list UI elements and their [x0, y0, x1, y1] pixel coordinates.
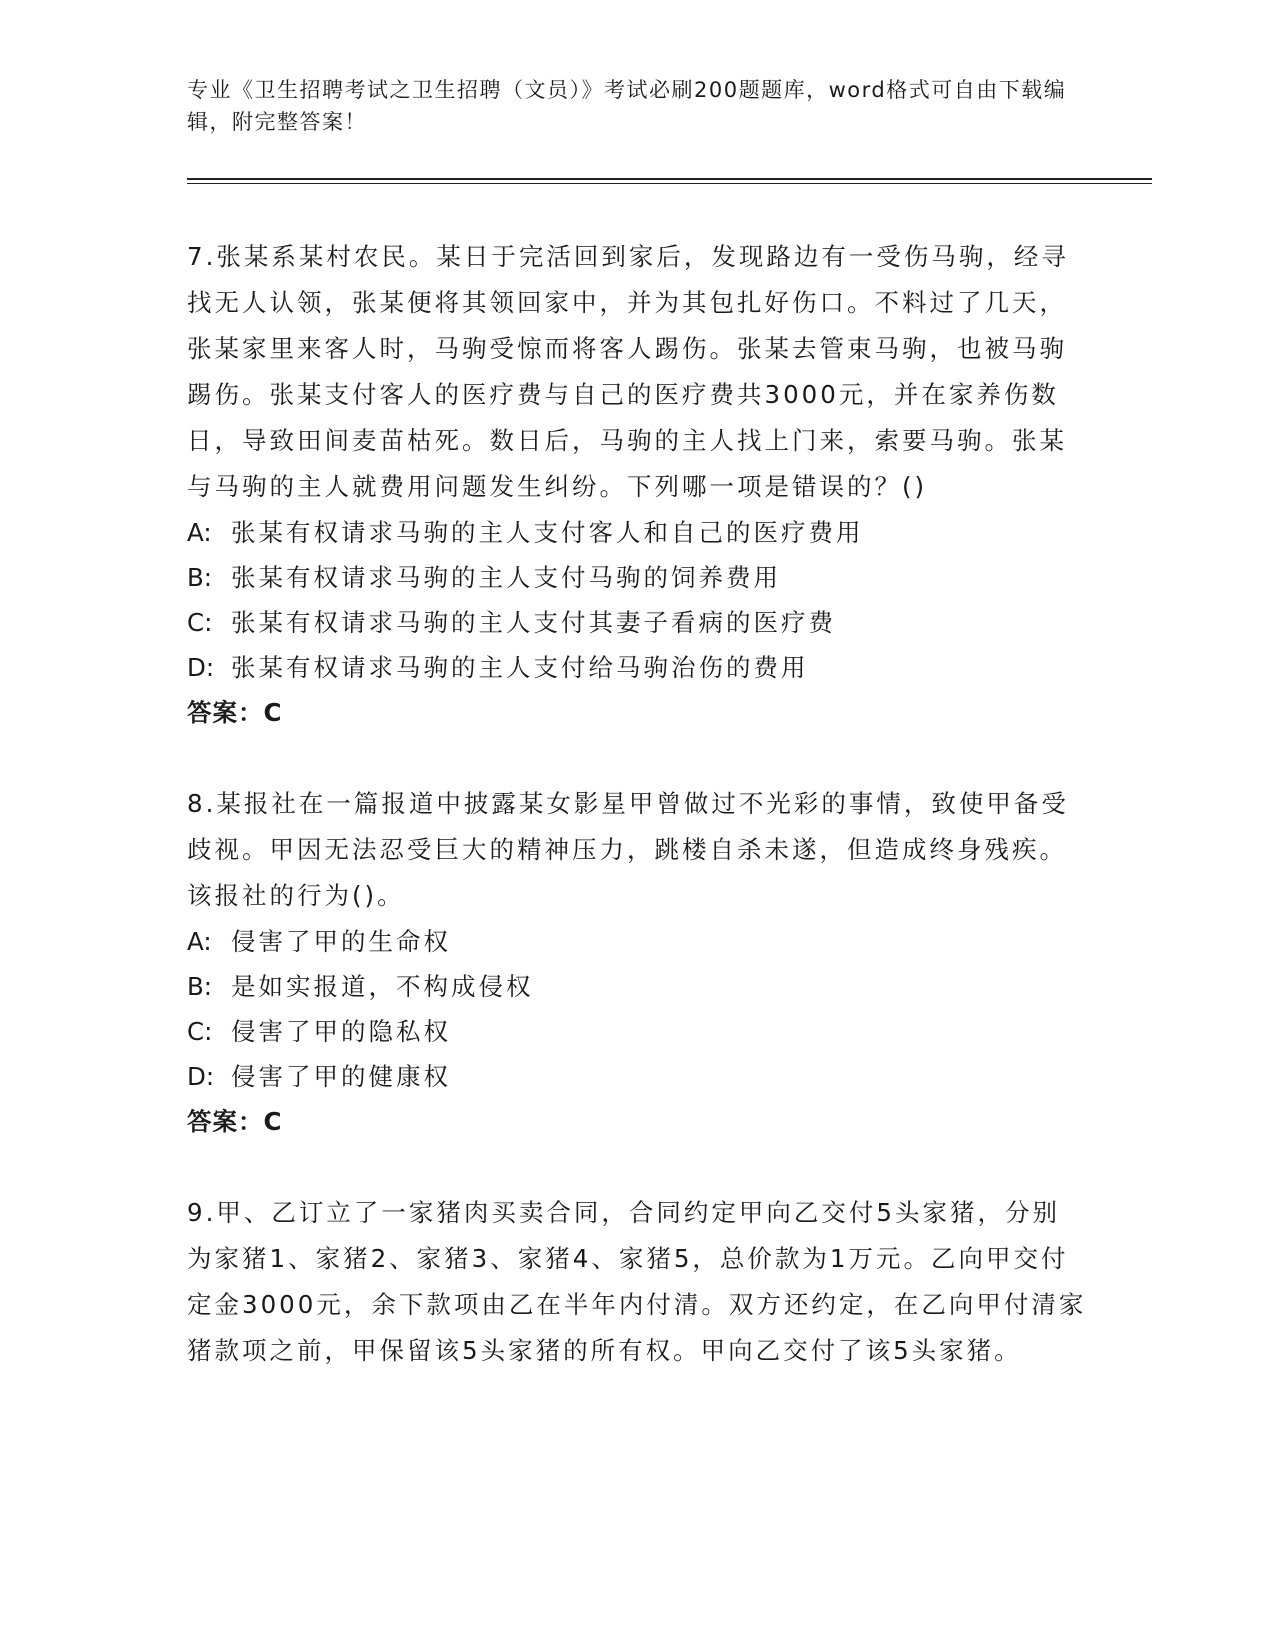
option-text: 张某有权请求马驹的主人支付其妻子看病的医疗费 — [231, 608, 836, 637]
option-text: 张某有权请求马驹的主人支付客人和自己的医疗费用 — [231, 518, 864, 547]
option-letter: B: — [187, 972, 213, 1001]
question-stem: 9.甲、乙订立了一家猪肉买卖合同，合同约定甲向乙交付5头家猪，分别为家猪1、家猪2、家猪3、家猪4、家猪5，总价款为1万元。乙向甲交付定金3000元，余下款项由乙在半年内付清。双方还约定，在乙向甲付清家猪款项之前，甲保留该5头家猪的所有权。甲向乙交付了该5头家猪。 — [187, 1198, 1087, 1365]
option-a — [187, 919, 1087, 964]
option-c — [187, 1009, 1087, 1054]
answer-line: 答案：C — [187, 1107, 283, 1136]
option-letter: D: — [187, 1062, 215, 1091]
option-letter: C: — [187, 608, 213, 637]
option-text: 侵害了甲的隐私权 — [231, 1017, 451, 1046]
option-d — [187, 645, 1087, 690]
question-9 — [187, 1190, 1087, 1374]
option-text: 是如实报道，不构成侵权 — [231, 972, 534, 1001]
option-letter: C: — [187, 1017, 213, 1046]
option-letter: A: — [187, 518, 212, 547]
header-text: 专业《卫生招聘考试之卫生招聘（文员）》考试必刷200题题库，word格式可自由下载编辑，附完整答案！ — [187, 78, 1067, 134]
option-text: 张某有权请求马驹的主人支付给马驹治伤的费用 — [231, 653, 809, 682]
option-a — [187, 510, 1087, 555]
header-divider-thick — [187, 178, 1152, 180]
option-text: 侵害了甲的健康权 — [231, 1062, 451, 1091]
header-divider-thin — [187, 183, 1152, 184]
option-b — [187, 964, 1087, 1009]
option-text: 侵害了甲的生命权 — [231, 927, 451, 956]
answer-line: 答案：C — [187, 698, 283, 727]
option-letter: B: — [187, 563, 213, 592]
question-7 — [187, 234, 1087, 736]
question-list — [187, 234, 1087, 1419]
option-text: 张某有权请求马驹的主人支付马驹的饲养费用 — [231, 563, 781, 592]
option-b — [187, 555, 1087, 600]
option-d — [187, 1054, 1087, 1099]
document-header — [187, 74, 1087, 138]
question-stem: 7.张某系某村农民。某日于完活回到家后，发现路边有一受伤马驹，经寻找无人认领，张某便将其领回家中，并为其包扎好伤口。不料过了几天，张某家里来客人时，马驹受惊而将客人踢伤。张某去管束马驹，也被马驹踢伤。张某支付客人的医疗费与自己的医疗费共3000元，并在家养伤数日，导致田间麦苗枯死。数日后，马驹的主人找上门来，索要马驹。张某与马驹的主人就费用问题发生纠纷。下列哪一项是错误的？() — [187, 242, 1069, 501]
question-8 — [187, 781, 1087, 1145]
option-letter: D: — [187, 653, 215, 682]
question-stem: 8.某报社在一篇报道中披露某女影星甲曾做过不光彩的事情，致使甲备受歧视。甲因无法忍受巨大的精神压力，跳楼自杀未遂，但造成终身残疾。该报社的行为()。 — [187, 789, 1069, 910]
option-c — [187, 600, 1087, 645]
option-letter: A: — [187, 927, 212, 956]
